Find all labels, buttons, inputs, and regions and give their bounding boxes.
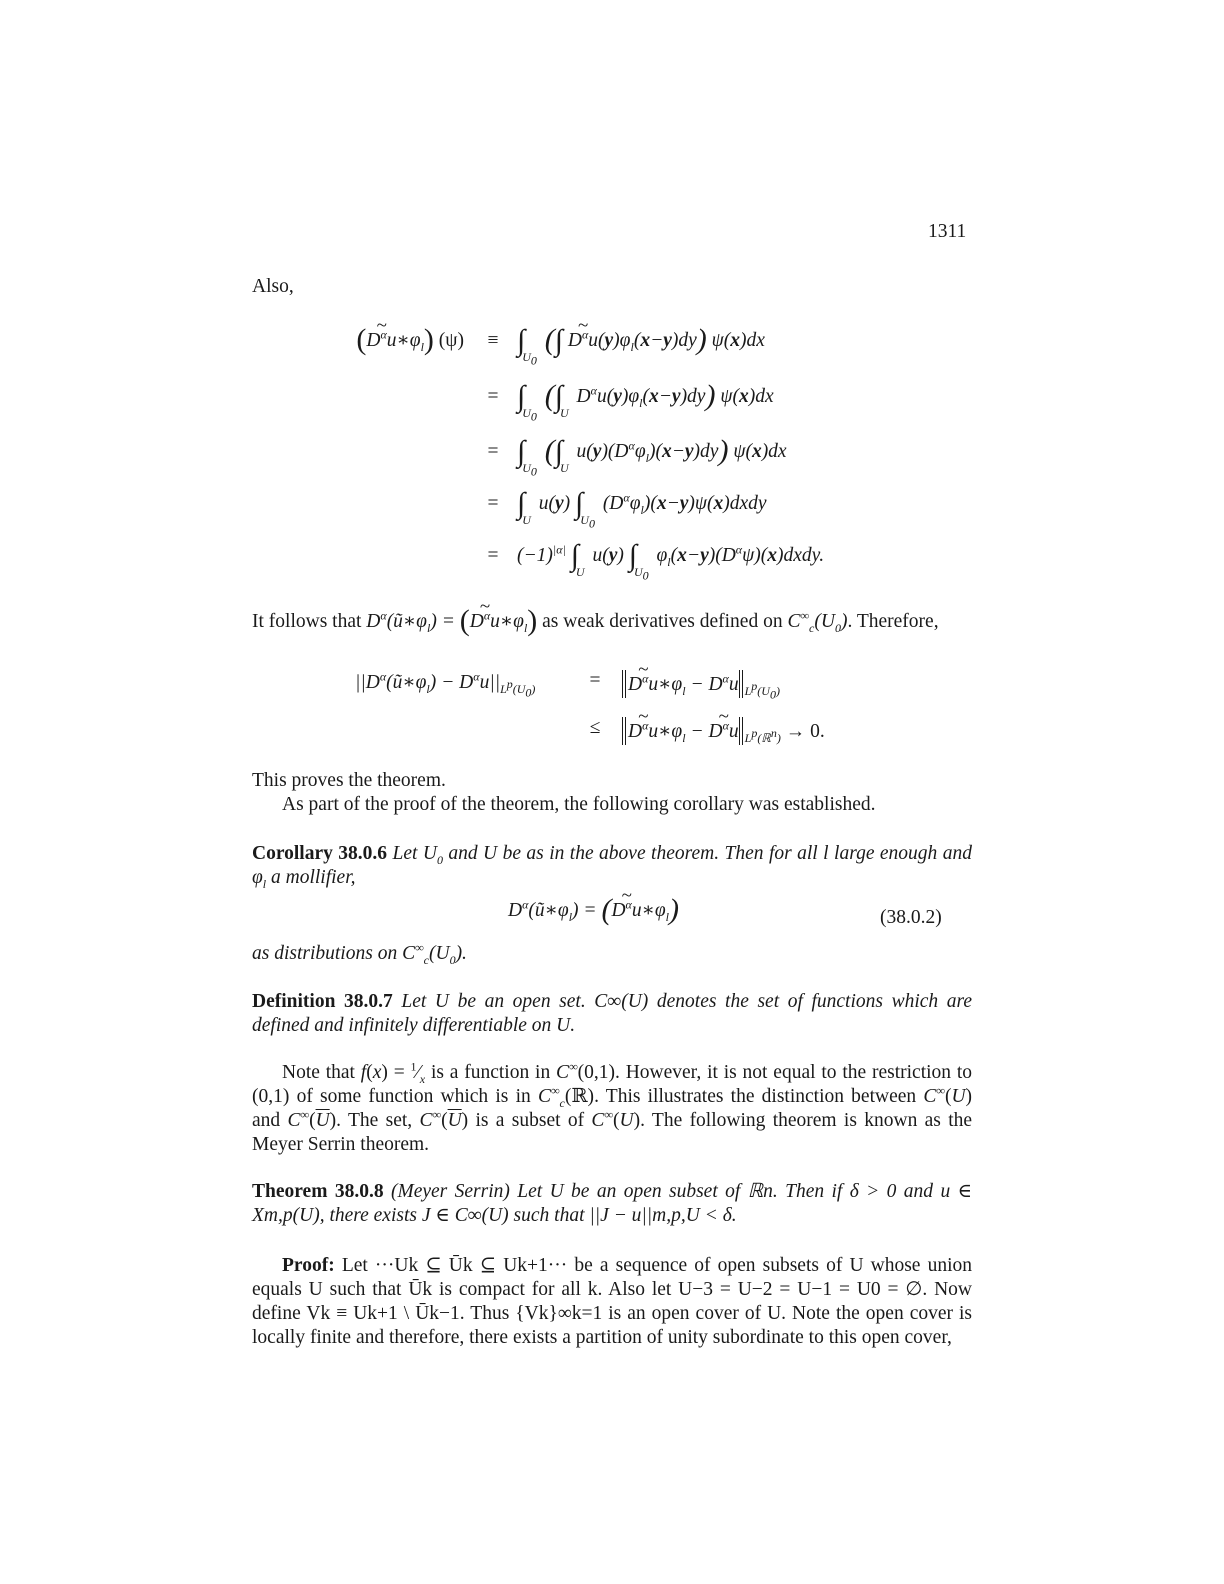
eq2-lhs: $||D^\alpha(ũ∗\varphi_l) - D^\alpha u||_{L^p(U_0)}$ <box>355 669 536 700</box>
corollary-after: as distributions on $C^\infty_c(U_0)$. <box>252 940 467 967</box>
eq1-rel-5: = <box>487 545 499 566</box>
eq1-rel-4: = <box>487 493 499 514</box>
eq1-row-3: $\int_{U_0}$ ($\int_U$ $u(y)(D^\alpha\varphi_l)(x-y)dy$) ψ(x)dx <box>517 434 787 479</box>
eq2-row-1: ~ $D^\alpha u∗\varphi_l - D^\alpha u$ $_{L^p(U_0)}$ <box>622 670 780 698</box>
eq2-rel-2: ≤ <box>589 717 601 738</box>
proof-block: Proof: Let ···Uk ⊆ Ūk ⊆ Uk+1··· be a sequence of open subsets of U whose union equals U such that Ūk is compact for all k. Also let U−3 = U−2 = U−1 = U0 = ∅. Now define Vk ≡ Uk+1 \ Ūk−1. Thus {Vk}∞k=1 is an open cover of U. Note the open cover is locally finite and therefore, there exists a partition of unity subordinate to this open cover, <box>252 1255 973 1348</box>
note-paragraph: Note that $f(x) = ^1⁄_x$ is a function in C∞(0,1). However, it is not equal to the restriction to (0,1) of some function which is in $C^\infty_c(ℝ)$. This illustrates the distinction between C∞(U) and $C^\infty(\overline{U})$. The set, $C^\infty(\overline{U})$ is a subset of C∞(U). The following theorem is known as the Meyer Serrin theorem. <box>252 1059 973 1155</box>
page-number: 1311 <box>928 221 967 242</box>
eq1-row-1: $\int_{U_0}$ (∫ ~ $D^\alpha u(y)\varphi_l(x-y)dy$) ψ(x)dx <box>517 330 765 352</box>
eq2-row-2: ~ $D^\alpha u∗\varphi_l$ − ~ $D^\alpha u$ $_{L^p(ℝ^n)}$ → 0. <box>622 717 825 745</box>
corollary-statement: Corollary 38.0.6 Let $U_0$ and U be as in the above theorem. Then for all l large enough and $\varphi_l$ a mollifier, <box>252 843 972 891</box>
proves-text: This proves the theorem. <box>252 770 446 791</box>
follows-text: It follows that $D^\alpha(ũ∗\varphi_l)$ = (~ $D^\alpha u∗\varphi_l$) as weak derivatives defined on $C^\infty_c(U_0)$. Therefore, <box>252 609 939 633</box>
definition-block: Definition 38.0.7 Let U be an open set. C∞(U) denotes the set of functions which are defined and infinitely differentiable on U. <box>252 991 973 1036</box>
eq1-rel-3: = <box>487 441 499 462</box>
eq2-rel-1: = <box>589 670 601 691</box>
eq1-lhs: (~ $D^\alpha u∗\varphi_l$) (ψ) <box>356 328 464 352</box>
eq1-rel-1: ≡ <box>487 330 499 351</box>
theorem-block: Theorem 38.0.8 (Meyer Serrin) Let U be an open subset of ℝn. Then if δ > 0 and u ∈ Xm,p(U), there exists J ∈ C∞(U) such that ||J − u||m,p,U < δ. <box>252 1181 973 1226</box>
eq1-rel-2: = <box>487 386 499 407</box>
aspart-text: As part of the proof of the theorem, the following corollary was established. <box>282 794 876 815</box>
eq1-row-5: $(-1)^{|\alpha|}$ $\int_U$ u(y) $\int_{U_0}$ $\varphi_l(x-y)(D^\alpha\psi)(x)dxdy$. <box>517 539 825 583</box>
eq1-row-2: $\int_{U_0}$ ($\int_U$ $D^\alpha u(y)\varphi_l(x-y)dy$) ψ(x)dx <box>517 379 774 424</box>
equation-number: (38.0.2) <box>880 907 942 928</box>
corollary-equation: $D^\alpha(ũ∗\varphi_l)$ = (~ $D^\alpha u∗\varphi_l$) <box>508 898 679 922</box>
intro-text: Also, <box>252 276 294 297</box>
eq1-row-4: $\int_U$ u(y) $\int_{U_0}$ $(D^\alpha\varphi_l)(x-y)\psi(x)dxdy$ <box>517 487 767 531</box>
